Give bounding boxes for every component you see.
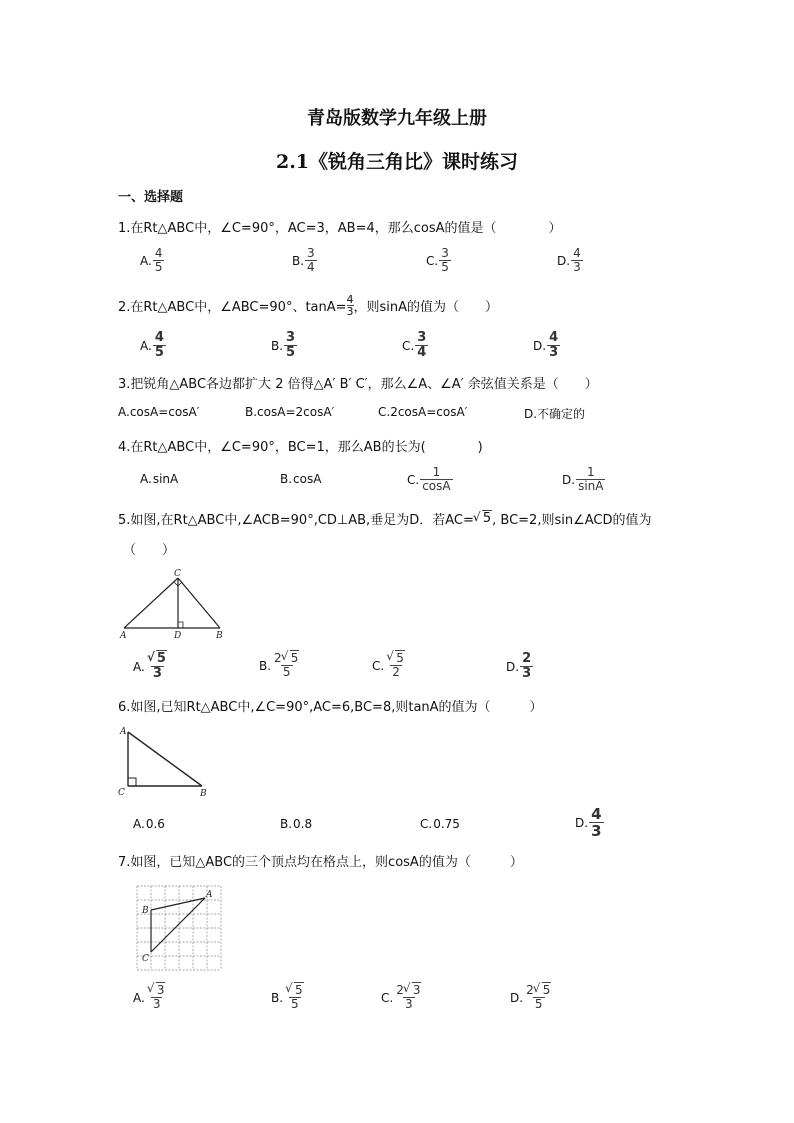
q3-option-b[interactable]: B.cosA=2cosA′ <box>245 405 335 419</box>
section-heading: 一、选择题 <box>118 190 184 205</box>
fraction: √ $\frac{5}{3}$ <box>146 652 169 681</box>
fraction: $\frac{2√ 3}{3}$ <box>394 984 423 1011</box>
fraction: $\frac{4}{3}$ <box>573 246 581 274</box>
fraction: $\frac{2√ 5}{5}$ <box>272 652 301 679</box>
q6-option-a[interactable] <box>133 817 165 831</box>
option-label: A. <box>133 659 145 674</box>
fraction: $\frac{4}{5}$ <box>154 330 164 360</box>
option-label: D. <box>562 472 576 487</box>
fraction: $\frac{4}{3}$ <box>591 805 602 840</box>
q7-option-a[interactable] <box>133 984 167 1011</box>
vertex-label-a: A <box>206 890 213 900</box>
option-label: B. <box>271 990 284 1005</box>
q5-triangle-figure <box>118 566 228 642</box>
q6-triangle-figure <box>116 722 216 800</box>
q1-option-a[interactable] <box>140 247 164 274</box>
question-3: 3.把锐角△ABC各边都扩大 2 倍得△A′ B′ C′，那么∠A、∠A′ 余弦值关系是（ ） <box>118 377 598 392</box>
option-text: cosA <box>293 472 322 486</box>
vertex-label-b: B <box>216 631 223 641</box>
option-label: C. <box>402 338 415 353</box>
q3-option-a[interactable]: A.cosA=cosA′ <box>118 405 200 419</box>
option-text: sinA <box>152 472 179 486</box>
option-label: B. <box>280 817 293 831</box>
q5-option-d[interactable] <box>506 652 533 681</box>
q5-option-c[interactable] <box>372 652 407 679</box>
q3-option-d[interactable]: D.不确定的 <box>524 407 586 421</box>
sqrt-expression: √ 5 <box>474 511 492 526</box>
option-label: C. <box>372 658 385 673</box>
fraction: √ $\frac{5}{2}$ <box>385 652 407 679</box>
fraction: $\frac{1}{\sin A}$ <box>578 465 604 493</box>
option-label: D. <box>533 338 547 353</box>
q2-option-c[interactable] <box>402 331 428 360</box>
q1-option-b[interactable] <box>292 247 317 274</box>
fraction: √ $\frac{5}{5}$ <box>284 984 306 1011</box>
q4-option-d[interactable] <box>562 466 605 493</box>
option-text: 0.75 <box>433 817 460 831</box>
q4-option-a[interactable] <box>140 472 178 486</box>
option-label: B. <box>271 338 284 353</box>
vertex-label-a: A <box>120 631 127 641</box>
q2-option-a[interactable] <box>140 331 166 360</box>
vertex-label-c: C <box>174 569 181 579</box>
fraction: $\frac{3}{5}$ <box>441 246 449 274</box>
question-6: 6.如图,已知Rt△ABC中,∠C=90°,AC=6,BC=8,则tanA的值为（ ） <box>118 700 543 715</box>
option-label: C. <box>420 817 433 831</box>
q1-option-d[interactable] <box>557 247 583 274</box>
page-title: 青岛版数学九年级上册 <box>307 108 487 129</box>
fraction: $\frac{3}{4}$ <box>307 246 315 274</box>
q5-option-b[interactable] <box>259 652 301 679</box>
q3-option-c[interactable]: C.2cosA=cosA′ <box>378 405 468 419</box>
q2-option-b[interactable] <box>271 331 297 360</box>
option-label: A. <box>140 338 152 353</box>
q7-option-d[interactable] <box>510 984 553 1011</box>
question-4: 4.在Rt△ABC中，∠C=90°，BC=1，那么AB的长为( ) <box>118 440 483 455</box>
option-label: A. <box>133 990 145 1005</box>
q4-option-b[interactable] <box>280 472 321 486</box>
vertex-label-d: D <box>174 631 182 641</box>
vertex-label-b: B <box>200 789 207 799</box>
q5-option-a[interactable] <box>133 652 169 681</box>
option-label: C. <box>407 472 420 487</box>
q7-grid-figure <box>132 881 224 973</box>
option-label: A. <box>140 253 152 268</box>
question-5: 5.如图,在Rt△ABC中,∠ACB=90°,CD⊥AB,垂足为D．若AC= √ 5 , BC=2,则sin∠ACD的值为 <box>118 509 651 528</box>
option-label: B. <box>292 253 305 268</box>
q1-option-c[interactable] <box>426 247 451 274</box>
fraction: $\frac{3}{5}$ <box>286 330 296 360</box>
question-2: 2.在Rt△ABC中，∠ABC=90°、tanA= $\frac{4}{3}$ ，则sinA的值为（ ） <box>118 293 499 318</box>
fraction: $\frac{2}{3}$ <box>522 651 532 681</box>
option-label: B. <box>280 472 293 486</box>
q2-option-d[interactable] <box>533 331 560 360</box>
q7-option-b[interactable] <box>271 984 306 1011</box>
q6-option-b[interactable] <box>280 817 312 831</box>
option-label: C. <box>381 990 394 1005</box>
vertex-label-c: C <box>118 788 125 798</box>
q7-option-c[interactable] <box>381 984 423 1011</box>
q6-option-c[interactable] <box>420 817 460 831</box>
option-text: 0.6 <box>145 817 165 831</box>
option-label: A. <box>140 472 152 486</box>
fraction: $\frac{4}{3}$ <box>346 293 354 318</box>
fraction: $\frac{4}{5}$ <box>154 246 163 274</box>
option-label: C. <box>426 253 439 268</box>
page-subtitle: 2.1《锐角三角比》课时练习 <box>275 151 519 173</box>
vertex-label-a: A <box>120 727 127 737</box>
option-label: D. <box>510 990 524 1005</box>
fraction: $\frac{3}{4}$ <box>417 330 427 360</box>
vertex-label-b: B <box>142 906 149 916</box>
fraction: $\frac{1}{\cos A}$ <box>422 465 451 493</box>
option-label: D. <box>575 815 589 830</box>
option-text: 0.8 <box>293 817 313 831</box>
answer-paren: （ ） <box>123 543 176 558</box>
option-label: A. <box>133 817 145 831</box>
option-label: D. <box>506 659 520 674</box>
fraction: √ $\frac{3}{3}$ <box>146 984 168 1011</box>
fraction: $\frac{4}{3}$ <box>549 330 559 360</box>
fraction: $\frac{2√ 5}{5}$ <box>524 984 553 1011</box>
question-1: 1.在Rt△ABC中，∠C=90°，AC=3，AB=4，那么cosA的值是（ ） <box>118 221 562 236</box>
question-7: 7.如图，已知△ABC的三个顶点均在格点上，则cosA的值为（ ） <box>118 855 523 870</box>
q4-option-c[interactable] <box>407 466 453 493</box>
vertex-label-c: C <box>142 954 149 964</box>
option-label: B. <box>259 658 272 673</box>
q6-option-d[interactable] <box>575 806 604 839</box>
option-label: D. <box>557 253 571 268</box>
